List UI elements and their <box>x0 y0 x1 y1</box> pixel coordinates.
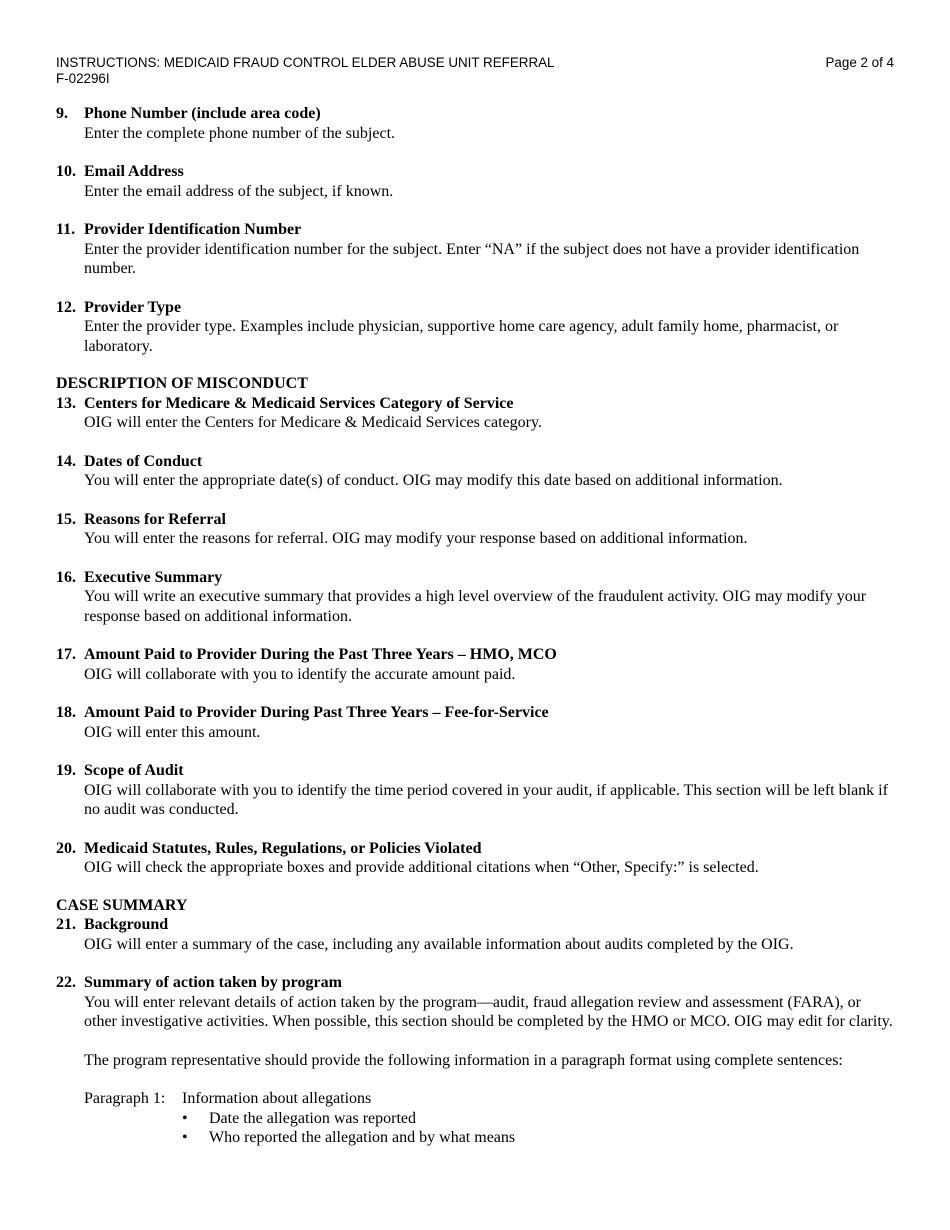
list-item <box>180 1109 896 1129</box>
paragraph-1-bullets <box>84 1109 896 1148</box>
instruction-item-14 <box>56 452 896 491</box>
item-title: Summary of action taken by program <box>84 974 342 991</box>
instruction-item-19 <box>56 761 896 820</box>
item-number: 22. <box>56 974 76 991</box>
item-text: OIG will enter a summary of the case, including any available information about audits completed by the OIG. <box>84 935 794 953</box>
instruction-item-17 <box>56 645 896 684</box>
program-paragraph: The program representative should provide the following information in a paragraph format using complete sentences: <box>84 1051 843 1069</box>
instruction-item-11 <box>56 220 896 279</box>
paragraph-1-label: Paragraph 1: <box>84 1090 166 1107</box>
item-title: Reasons for Referral <box>84 510 226 528</box>
item-text: OIG will collaborate with you to identify the time period covered in your audit, if applicable. This section will be left blank if no audit was conducted. <box>84 781 888 818</box>
item-text: Enter the email address of the subject, if known. <box>84 182 394 200</box>
item-number: 18. <box>56 704 76 721</box>
item-title: Email Address <box>84 163 184 180</box>
item-text: You will enter the appropriate date(s) of conduct. OIG may modify this date based on additional information. <box>84 472 783 489</box>
bullet-icon: • <box>182 1109 188 1127</box>
item-number: 20. <box>56 839 76 857</box>
page-header <box>56 55 896 87</box>
section-heading-misconduct: DESCRIPTION OF MISCONDUCT <box>56 375 308 392</box>
list-item <box>180 1128 896 1148</box>
item-title: Dates of Conduct <box>84 452 203 470</box>
list-item-text: Date the allegation was reported <box>209 1109 417 1127</box>
instruction-item-12 <box>56 298 896 357</box>
item-title: Provider Type <box>84 298 182 316</box>
item-number: 14. <box>56 452 76 470</box>
item-number: 12. <box>56 298 76 316</box>
item-text: Enter the complete phone number of the subject. <box>84 124 396 142</box>
item-title: Medicaid Statutes, Rules, Regulations, or Policies Violated <box>84 839 482 857</box>
item-number: 9. <box>56 105 68 122</box>
list-item-text: Who reported the allegation and by what means <box>209 1129 516 1146</box>
instruction-item-9 <box>56 104 896 143</box>
paragraph-1-heading: Information about allegations <box>182 1090 372 1107</box>
instruction-item-10 <box>56 162 896 201</box>
item-number: 19. <box>56 762 76 779</box>
item-number: 15. <box>56 510 76 528</box>
item-number: 10. <box>56 163 76 180</box>
item-title: Executive Summary <box>84 568 223 586</box>
instruction-item-18 <box>56 703 896 742</box>
item-number: 13. <box>56 394 76 412</box>
item-title: Provider Identification Number <box>84 221 302 238</box>
item-text: You will enter relevant details of action taken by the program—audit, fraud allegation review and assessment (FARA), or other investigative activities. When possible, this section should be completed by the HMO or MCO. OIG may edit for clarity. <box>84 993 893 1030</box>
item-text: OIG will enter this amount. <box>84 723 261 741</box>
item-title: Centers for Medicare & Medicaid Services Category of Service <box>84 394 514 412</box>
item-title: Phone Number (include area code) <box>84 105 321 122</box>
bullet-icon: • <box>182 1129 188 1146</box>
document-body <box>56 104 896 1148</box>
item-number: 21. <box>56 916 76 933</box>
instruction-item-15 <box>56 510 896 549</box>
document-page <box>56 55 896 1148</box>
header-title: INSTRUCTIONS: MEDICAID FRAUD CONTROL ELDER ABUSE UNIT REFERRAL <box>56 55 555 70</box>
form-number: F-02296I <box>56 71 110 86</box>
item-text: OIG will check the appropriate boxes and provide additional citations when “Other, Specify:” is selected. <box>84 859 759 876</box>
item-title: Amount Paid to Provider During Past Three Years – Fee-for-Service <box>84 704 549 721</box>
item-text: OIG will enter the Centers for Medicare & Medicaid Services category. <box>84 414 542 431</box>
item-text: Enter the provider identification number for the subject. Enter “NA” if the subject does not have a provider identification number. <box>84 240 860 277</box>
item-title: Background <box>84 916 169 933</box>
instruction-item-20 <box>56 839 896 878</box>
item-number: 11. <box>56 221 76 238</box>
instruction-item-16 <box>56 568 896 627</box>
item-title: Amount Paid to Provider During the Past Three Years – HMO, MCO <box>84 646 557 663</box>
instruction-item-22 <box>56 973 896 1148</box>
item-title: Scope of Audit <box>84 762 184 779</box>
paragraph-1-row <box>84 1089 896 1109</box>
item-text: You will enter the reasons for referral. OIG may modify your response based on additional information. <box>84 530 748 547</box>
instruction-item-21 <box>56 915 896 954</box>
item-number: 16. <box>56 568 76 586</box>
item-text: OIG will collaborate with you to identify the accurate amount paid. <box>84 665 516 683</box>
instruction-item-13 <box>56 394 896 433</box>
item-text: You will write an executive summary that provides a high level overview of the fraudulent activity. OIG may modify your response based on additional information. <box>84 588 867 625</box>
item-number: 17. <box>56 646 76 663</box>
page-number: Page 2 of 4 <box>825 55 894 70</box>
item-text: Enter the provider type. Examples include physician, supportive home care agency, adult family home, pharmacist, or laboratory. <box>84 318 839 355</box>
section-heading-case-summary: CASE SUMMARY <box>56 896 188 914</box>
